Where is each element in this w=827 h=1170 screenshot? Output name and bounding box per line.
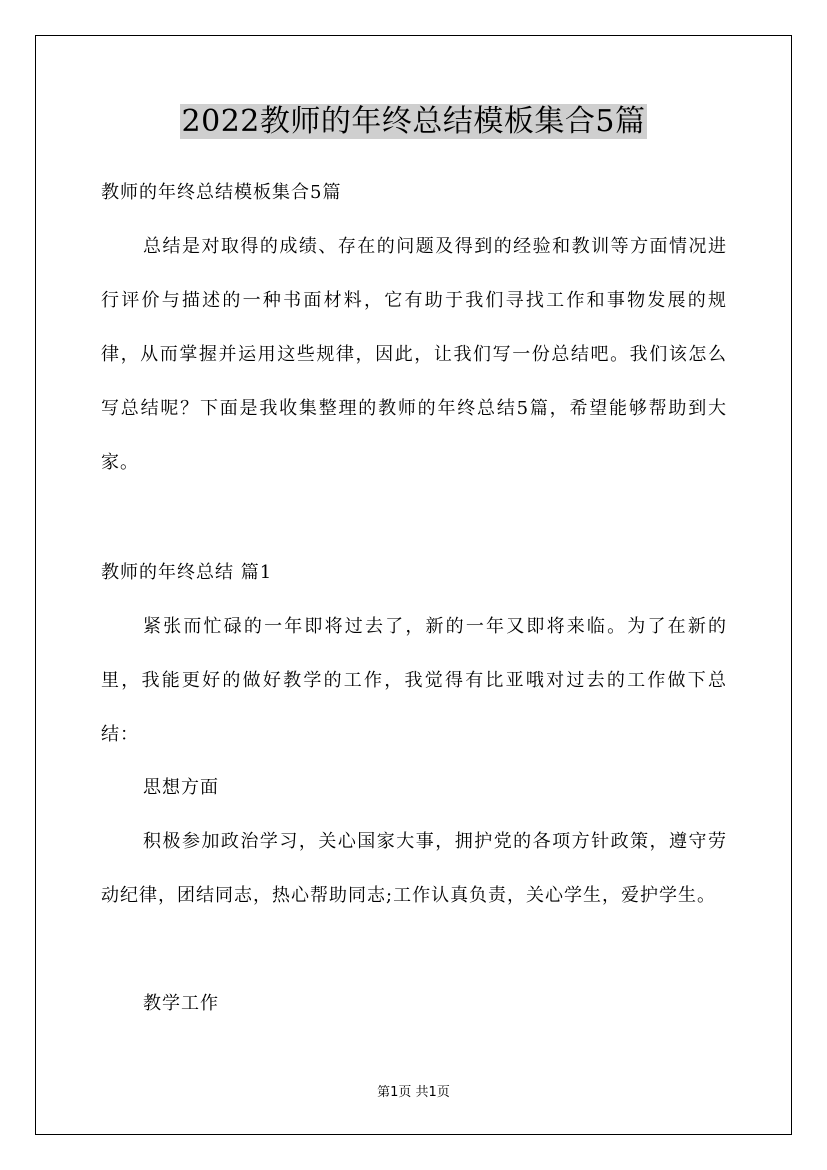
section1-subheading-teaching: 教学工作 [143, 993, 219, 1014]
section-heading-1: 教师的年终总结 篇1 [101, 562, 273, 583]
document-subtitle: 教师的年终总结模板集合5篇 [101, 182, 342, 203]
page-footer: 第1页 共1页 [377, 1085, 450, 1100]
document-title [0, 98, 827, 146]
document-title-text: 2022教师的年终总结模板集合5篇 [181, 104, 646, 139]
section1-paragraph-2: 积极参加政治学习，关心国家大事，拥护党的各项方针政策，遵守劳动纪律，团结同志，热心帮助同志;工作认真负责，关心学生，爱护学生。 [101, 831, 727, 906]
section1-paragraph-1: 紧张而忙碌的一年即将过去了，新的一年又即将来临。为了在新的里，我能更好的做好教学的工作，我觉得有比亚哦对过去的工作做下总结： [101, 616, 727, 745]
section1-subheading-thought: 思想方面 [143, 777, 219, 798]
intro-paragraph: 总结是对取得的成绩、存在的问题及得到的经验和教训等方面情况进行评价与描述的一种书面材料，它有助于我们寻找工作和事物发展的规律，从而掌握并运用这些规律，因此，让我们写一份总结吧。我们该怎么写总结呢？下面是我收集整理的教师的年终总结5篇，希望能够帮助到大家。 [101, 236, 727, 473]
